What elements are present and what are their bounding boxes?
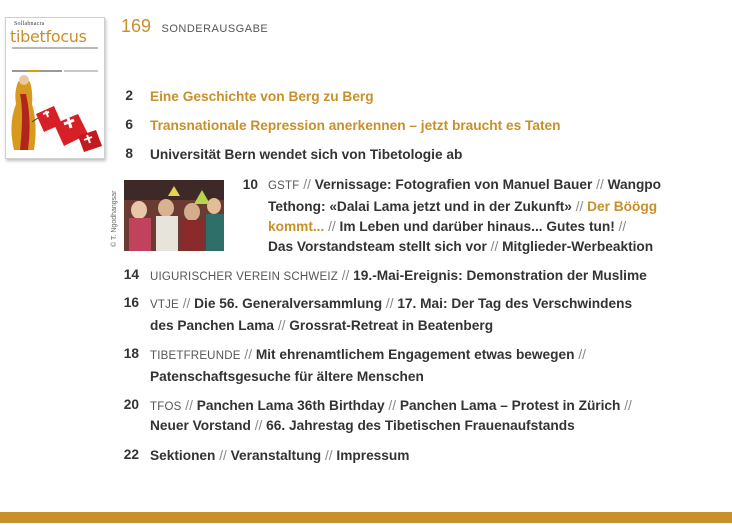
toc-item-link[interactable]: Impressum [336,448,410,463]
page-number: 6 [125,117,133,132]
organization-label: TFOS [150,401,182,413]
separator: // [596,177,604,192]
toc-entry-link[interactable]: Transnationale Repression anerkennen – jetzt braucht es Taten [150,118,561,133]
toc-item-link-highlight[interactable]: kommt... [268,219,325,234]
article-photo [124,180,224,251]
toc-item-link[interactable]: Tethong: «Dalai Lama jetzt und in der Zukunft» [268,199,572,214]
issue-header [121,16,268,37]
separator: // [624,398,632,413]
toc-entry-group [268,196,728,218]
toc-entry-group [150,344,720,367]
issue-number: 169 [121,16,152,36]
organization-label: GSTF [268,180,300,192]
page-number: 14 [123,267,139,282]
toc-item-link[interactable]: Wangpo [607,177,662,192]
toc-entry-group [150,366,720,388]
page-number: 8 [125,146,133,161]
toc-entry-group [268,174,718,197]
separator: // [219,448,227,463]
toc-item-link[interactable]: Grossrat-Retreat in Beatenberg [289,318,494,333]
toc-entry-group [268,216,728,238]
page-number: 22 [123,447,139,462]
separator: // [490,239,499,254]
cover-tagline [12,47,98,49]
organization-label: TIBETFREUNDE [150,350,241,362]
separator: // [385,296,394,311]
toc-item-link[interactable]: Im Leben und darüber hinaus... Gutes tun! [339,219,615,234]
page-number: 2 [125,88,133,103]
toc-item-link[interactable]: Vernissage: Fotografien von Manuel Bauer [314,177,593,192]
toc-item-link[interactable]: Neuer Vorstand [150,418,251,433]
separator: // [185,398,193,413]
photo-credit: © T. Ngodhangsar [111,190,118,247]
separator: // [328,219,336,234]
organization-label: UIGURISCHER VEREIN SCHWEIZ [150,271,338,283]
toc-entry-link[interactable]: Universität Bern wendet sich von Tibetologie ab [150,147,463,162]
toc-item-link[interactable]: des Panchen Lama [150,318,274,333]
page-number: 18 [123,346,139,361]
cover-brand-logo: tibetfocus [10,27,87,46]
separator: // [277,318,286,333]
separator: // [341,268,350,283]
toc-entry-group [268,236,728,258]
toc-item-link[interactable]: Patenschaftsgesuche für ältere Menschen [150,369,424,384]
toc-entry-link[interactable]: Eine Geschichte von Berg zu Berg [150,89,374,104]
footer-accent-bar [0,512,732,523]
toc-entry-group [150,415,720,437]
cover-line [64,70,98,72]
toc-item-link[interactable]: Veranstaltung [230,448,322,463]
separator: // [388,398,397,413]
toc-item-link[interactable]: Panchen Lama – Protest in Zürich [399,398,621,413]
toc-item-link[interactable]: 66. Jahrestag des Tibetischen Frauenaufstands [266,418,575,433]
issue-label: SONDERAUSGABE [161,23,269,35]
separator: // [303,177,311,192]
toc-item-link[interactable]: Panchen Lama 36th Birthday [196,398,385,413]
toc-item-link[interactable]: 17. Mai: Der Tag des Verschwindens [397,296,633,311]
toc-item-link[interactable]: Mitglieder-Werbeaktion [502,239,654,254]
toc-item-link[interactable]: 19.-Mai-Ereignis: Demonstration der Muslime [353,268,647,283]
separator: // [575,199,584,214]
toc-entry-group [150,445,720,467]
cover-illustration [6,74,104,158]
separator: // [578,347,586,362]
page-number: 20 [123,397,139,412]
separator: // [244,347,252,362]
magazine-cover-thumbnail[interactable] [5,17,105,159]
toc-item-link[interactable]: Sektionen [150,448,216,463]
toc-item-link[interactable]: Das Vorstandsteam stellt sich vor [268,239,487,254]
page-number: 16 [123,295,139,310]
separator: // [618,219,627,234]
cover-small-brand: Sollabnacra [14,21,45,27]
toc-entry-group [150,265,720,288]
page-number: 10 [242,177,258,192]
toc-item-link-highlight[interactable]: Der Böögg [587,199,658,214]
separator: // [254,418,263,433]
toc-entry-group [150,293,720,316]
toc-item-link[interactable]: Die 56. Generalversammlung [194,296,383,311]
toc-entry-group [150,315,720,337]
separator: // [182,296,191,311]
separator: // [324,448,333,463]
toc-item-link[interactable]: Mit ehrenamtlichem Engagement etwas bewegen [255,347,575,362]
organization-label: VTJE [150,299,179,311]
cover-line-accent [28,70,40,72]
